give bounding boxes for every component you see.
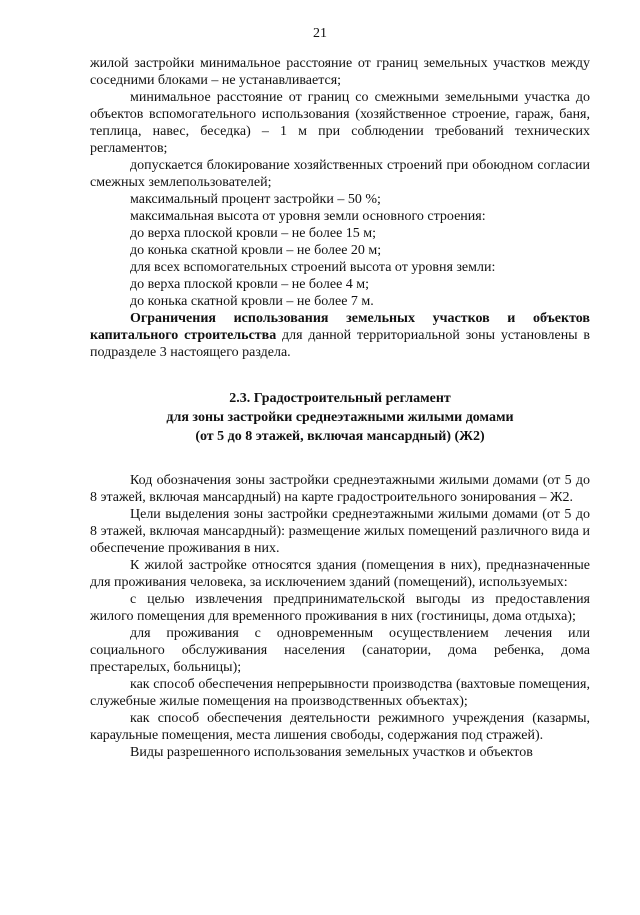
paragraph: для проживания с одновременным осуществлением лечения или социального обслуживания населения (санатории, дома ребенка, дома престарелых, больницы); [90, 626, 590, 675]
paragraph: для всех вспомогательных строений высота от уровня земли: [130, 260, 496, 275]
document-body [90, 55, 590, 761]
paragraph-group-requirements [90, 55, 590, 310]
paragraph-group-zone [90, 472, 590, 761]
section-heading-line-1: 2.3. Градостроительный регламент [229, 391, 451, 406]
paragraph: жилой застройки минимальное расстояние от границ земельных участков между соседними блоками – не устанавливается; [90, 56, 590, 88]
paragraph: с целью извлечения предпринимательской выгоды из предоставления жилого помещения для временного проживания в них (гостиницы, дома отдыха); [90, 592, 590, 624]
restrictions-bold-text: Ограничения использования земельных участков и объектов капитального строительства [90, 311, 590, 343]
paragraph: К жилой застройке относятся здания (помещения в них), предназначенные для проживания человека, за исключением зданий (помещений), используемых: [90, 558, 590, 590]
paragraph: до верха плоской кровли – не более 15 м; [130, 226, 377, 241]
restrictions-text: для данной территориальной зоны установлены в подразделе 3 настоящего раздела. [90, 328, 590, 360]
paragraph: Код обозначения зоны застройки среднеэтажными жилыми домами (от 5 до 8 этажей, включая мансардный) на карте градостроительного зонирования – Ж2. [90, 473, 590, 505]
paragraph: Цели выделения зоны застройки среднеэтажными жилыми домами (от 5 до 8 этажей, включая мансардный): размещение жилых помещений различного вида и обеспечение проживания в них. [90, 507, 590, 556]
paragraph: до конька скатной кровли – не более 20 м; [130, 243, 382, 258]
section-heading-line-3: (от 5 до 8 этажей, включая мансардный) (Ж2) [195, 429, 485, 444]
paragraph: до конька скатной кровли – не более 7 м. [130, 294, 374, 309]
paragraph: допускается блокирование хозяйственных строений при обоюдном согласии смежных землепользователей; [90, 158, 590, 190]
restrictions-paragraph [90, 310, 590, 361]
section-heading [90, 389, 590, 446]
paragraph: минимальное расстояние от границ со смежными земельными участка до объектов вспомогательного использования (хозяйственное строение, гараж, баня, теплица, навес, беседка) – 1 м при соблюдении требований технических регламентов; [90, 90, 590, 156]
page-number: 21 [313, 26, 327, 41]
paragraph: максимальная высота от уровня земли основного строения: [130, 209, 486, 224]
paragraph: Виды разрешенного использования земельных участков и объектов [130, 745, 533, 760]
paragraph: как способ обеспечения деятельности режимного учреждения (казармы, караульные помещения, места лишения свободы, содержания под стражей). [90, 711, 590, 743]
paragraph: максимальный процент застройки – 50 %; [130, 192, 381, 207]
paragraph: как способ обеспечения непрерывности производства (вахтовые помещения, служебные жилые помещения на производственных объектах); [90, 677, 590, 709]
paragraph: до верха плоской кровли – не более 4 м; [130, 277, 370, 292]
section-heading-line-2: для зоны застройки среднеэтажными жилыми домами [166, 410, 514, 425]
